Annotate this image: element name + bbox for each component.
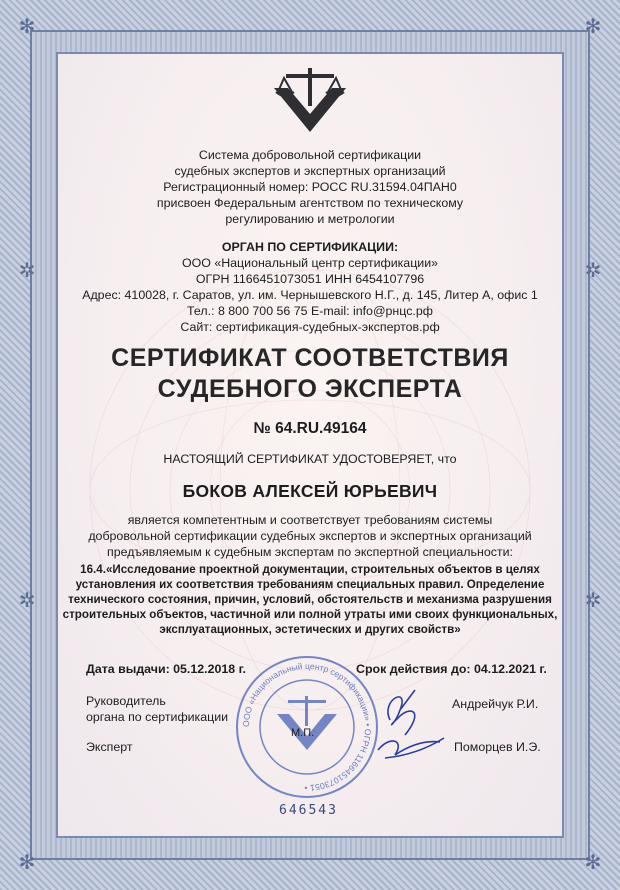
corner-ornament-icon: ✻ bbox=[584, 852, 602, 874]
statement-line: является компетентным и соответствует требованиям системы bbox=[127, 513, 493, 527]
side-ornament-icon: ✲ bbox=[584, 260, 602, 282]
holder-name: БОКОВ АЛЕКСЕЙ ЮРЬЕВИЧ bbox=[182, 481, 438, 501]
head-name: Андрейчук Р.И. bbox=[452, 697, 539, 711]
corner-ornament-icon: ✻ bbox=[18, 16, 36, 38]
issue-date: Дата выдачи: 05.12.2018 г. bbox=[86, 662, 246, 676]
registration-number: Регистрационный номер: РОСС RU.31594.04ПАН0 bbox=[163, 180, 457, 194]
corner-ornament-icon: ✻ bbox=[18, 852, 36, 874]
certificate-title: СУДЕБНОГО ЭКСПЕРТА bbox=[157, 375, 463, 403]
organ-address: Адрес: 410028, г. Саратов, ул. им. Чернышевского Н.Г., д. 145, Литер А, офис 1 bbox=[82, 288, 538, 302]
head-title: Руководитель bbox=[86, 694, 166, 708]
certifies-text: НАСТОЯЩИЙ СЕРТИФИКАТ УДОСТОВЕРЯЕТ, что bbox=[163, 452, 457, 466]
organ-contacts: Тел.: 8 800 700 56 75 E-mail: info@рнцс.рф bbox=[187, 304, 433, 318]
organ-site: Сайт: сертификация-судебных-экспертов.рф bbox=[180, 320, 440, 334]
system-line: Система добровольной сертификации bbox=[198, 148, 422, 162]
organ-ogrn: ОГРН 1166451073051 ИНН 6454107796 bbox=[195, 272, 425, 286]
system-line: регулированию и метрологии bbox=[225, 212, 395, 226]
organ-name: ООО «Национальный центр сертификации» bbox=[181, 256, 439, 270]
corner-ornament-icon: ✻ bbox=[584, 16, 602, 38]
seal-place-label: М.П. bbox=[291, 727, 315, 739]
specialty-line: эксплуатационных, эстетических и других свойств» bbox=[159, 623, 461, 636]
system-line: присвоен Федеральным агентством по техническому bbox=[156, 196, 464, 210]
specialty-line: установления их соответствия требованиям специальных правил. Определение bbox=[75, 578, 545, 591]
specialty-line: технического состояния, причин, условий, обстоятельств и механизма разрушения bbox=[68, 593, 552, 606]
head-title: органа по сертификации bbox=[86, 710, 229, 724]
expert-label: Эксперт bbox=[86, 740, 133, 754]
head-signature bbox=[370, 680, 450, 770]
specialty-line: 16.4.«Исследование проектной документации, строительных объектов в целях bbox=[80, 563, 540, 576]
certificate-title: СЕРТИФИКАТ СООТВЕТСТВИЯ bbox=[111, 344, 509, 372]
statement-line: предъявляемым к судебным экспертам по экспертной специальности: bbox=[107, 545, 513, 559]
stamp-ring-text: ООО «Национальный центр сертификации» • ОГРН 1166451073051 • bbox=[240, 660, 374, 794]
side-ornament-icon: ✲ bbox=[18, 260, 36, 282]
scales-logo-icon bbox=[270, 66, 350, 134]
system-line: судебных экспертов и экспертных организаций bbox=[174, 164, 446, 178]
specialty-line: строительных объектов, частичной или полной утраты ими своих функциональных, bbox=[62, 608, 558, 621]
serial-number: 646543 bbox=[279, 803, 338, 818]
side-ornament-icon: ✲ bbox=[584, 590, 602, 612]
valid-until: Срок действия до: 04.12.2021 г. bbox=[356, 662, 547, 676]
statement-line: добровольной сертификации судебных экспертов и экспертных организаций bbox=[88, 529, 532, 543]
organ-heading: ОРГАН ПО СЕРТИФИКАЦИИ: bbox=[221, 240, 399, 254]
stamp-scales-icon bbox=[277, 696, 337, 750]
expert-name: Поморцев И.Э. bbox=[454, 740, 541, 754]
side-ornament-icon: ✲ bbox=[18, 590, 36, 612]
certificate-number: № 64.RU.49164 bbox=[253, 420, 367, 437]
